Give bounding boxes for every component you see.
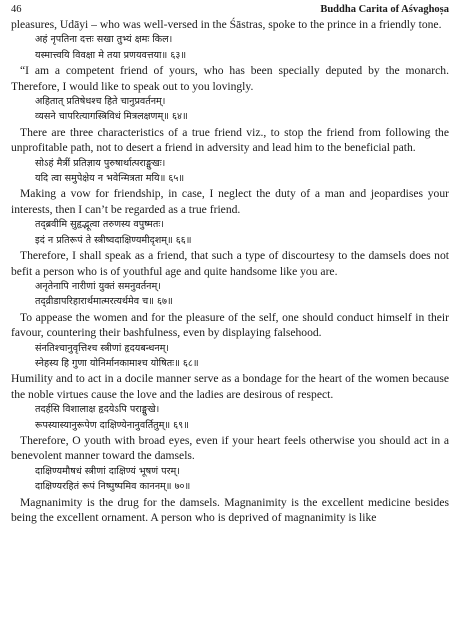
sanskrit-verse-line: यदि त्वा समुपेक्षेय न भवेन्मित्रता मयि॥ ६५॥ xyxy=(35,173,185,185)
sanskrit-verse-line: व्यसने चापरित्यागस्त्रिविधं मित्रलक्षणम्॥ ६४॥ xyxy=(35,111,188,123)
prose-paragraph: Making a vow for friendship, in case, I neglect the duty of a man and jeopardises your interests, then I can’t be regarded as a true friend. xyxy=(11,187,449,216)
sanskrit-verse-line: तदर्हसि विशालाक्ष हृदयेऽपि पराङ्मुखे। xyxy=(35,404,160,416)
sanskrit-verse-line: अहितात् प्रतिषेधश्च हिते चानुप्रवर्तनम्। xyxy=(35,96,166,108)
sanskrit-verse-line: रूपस्यास्यानुरूपेण दाक्षिण्येनानुवर्तितुम्॥ ६९॥ xyxy=(35,419,189,431)
sanskrit-verse-line: इदं न प्रतिरूपं ते स्त्रीष्वदाक्षिण्यमीदृशम्॥ ६६॥ xyxy=(35,234,192,246)
page-header xyxy=(11,4,449,17)
prose-paragraph: Humility and to act in a docile manner serve as a bondage for the heart of the women because the noble virtues cause the love and the ladies are desirous of respect. xyxy=(11,372,449,401)
sanskrit-verse-line: अनृतेनापि नारीणां युक्तं समनुवर्तनम्। xyxy=(35,280,161,292)
prose-paragraph: “I am a competent friend of yours, who has been specially deputed by the monarch. Therefore, I would like to speak out to you lovingly. xyxy=(11,64,449,93)
sanskrit-verse-line: तद्ब्रवीमि सुहृद्भूत्वा तरुणस्य वपुष्मतः। xyxy=(35,219,164,231)
page-number: 46 xyxy=(11,4,22,15)
sanskrit-verse-line: यस्मात्त्वयि विवक्षा मे तया प्रणयवत्तया॥ ६३॥ xyxy=(35,49,187,61)
prose-paragraph: There are three characteristics of a true friend viz., to stop the friend from following the unprofitable path, not to desert a friend in adversity and lead him to the beneficial path. xyxy=(11,125,449,155)
sanskrit-verse-line: दाक्षिण्यरहितं रूपं निष्पुष्पमिव काननम्॥ ७०॥ xyxy=(35,481,191,493)
prose-paragraph: Therefore, I shall speak as a friend, that such a type of discourtesy to the damsels does not befit a person who is of youthful age and quite handsome like you are. xyxy=(11,249,449,278)
prose-paragraph: pleasures, Udāyi – who was well-versed in the Śāstras, spoke to the prince in a friendly tone. xyxy=(11,18,442,31)
running-title: Buddha Carita of Aśvaghoṣa xyxy=(320,4,449,15)
page-body xyxy=(11,17,449,525)
sanskrit-verse-line: दाक्षिण्यमौषधं स्त्रीणां दाक्षिण्यं भूषणं परम्। xyxy=(35,465,180,477)
sanskrit-verse-line: अहं नृपतिना दत्तः सखा तुभ्यं क्षमः किल। xyxy=(35,34,173,46)
prose-paragraph: Therefore, O youth with broad eyes, even if your heart feels otherwise you should act in a benevolent manner toward the damsels. xyxy=(11,433,449,463)
sanskrit-verse-line: संनतिश्चानुवृत्तिश्च स्त्रीणां हृदयबन्धनम्। xyxy=(35,342,170,354)
prose-paragraph: Magnanimity is the drug for the damsels. Magnanimity is the excellent medicine besides being the excellent ornament. A person who is deprived of magnanimity is like xyxy=(11,495,449,524)
sanskrit-verse-line: स्नेहस्य हि गुणा योनिर्मानकामाश्च योषितः॥ ६८॥ xyxy=(35,357,199,369)
prose-paragraph: To appease the women and for the pleasure of the self, one should conduct himself in their favour, countering their bashfulness, even by displaying falsehood. xyxy=(11,310,449,340)
sanskrit-verse-line: सोऽहं मैत्रीं प्रतिज्ञाय पुरुषार्थात्पराङ्मुखः। xyxy=(35,157,166,169)
sanskrit-verse-line: तद्व्रीडापरिहारार्थमात्मरत्यर्थमेव च॥ ६७॥ xyxy=(35,296,173,308)
